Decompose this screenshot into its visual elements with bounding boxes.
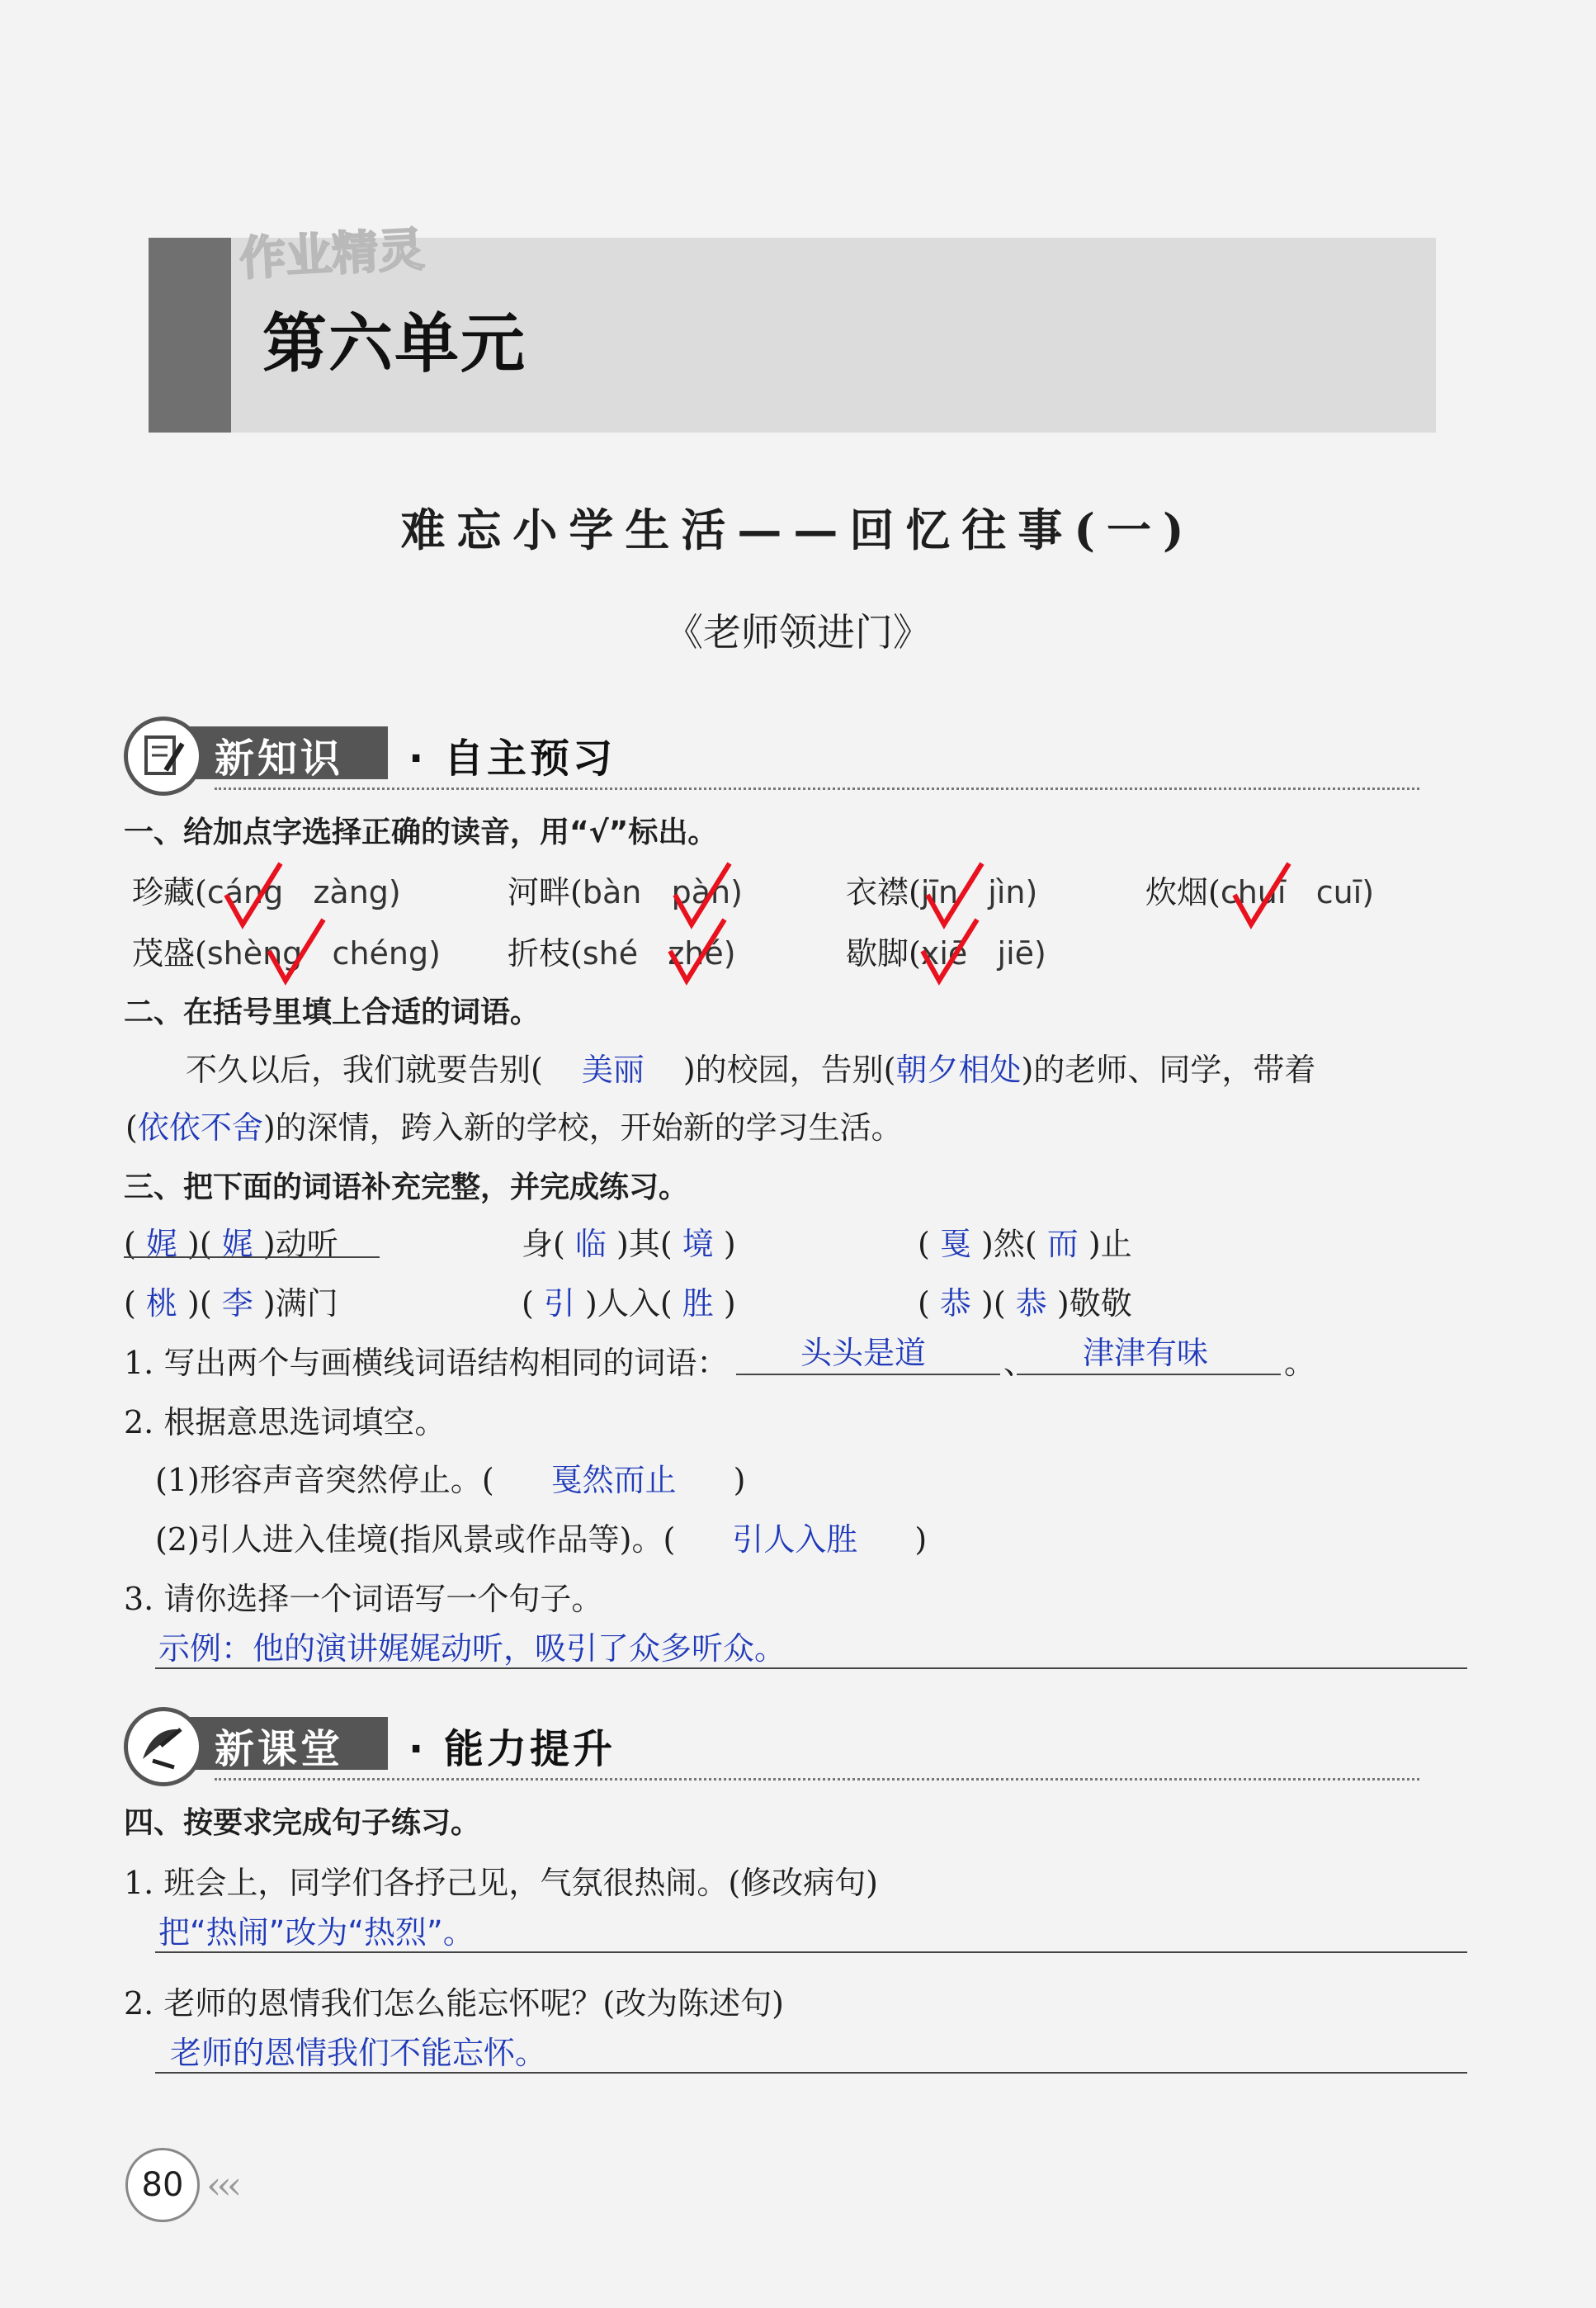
q4-answer-2: 老师的恩情我们不能忘怀。 [170, 2035, 547, 2071]
pencil-note-icon [124, 717, 203, 796]
q3-word-4: ( 桃 )( 李 )满门 [124, 1285, 338, 1322]
q3-sub1-answer-1: 头头是道 [800, 1335, 927, 1371]
q3-sub3-answer: 示例：他的演讲娓娓动听，吸引了众多听众。 [158, 1630, 786, 1667]
section-label-bold: 新课堂 [215, 1726, 344, 1772]
q1-item-4: 炊烟(chuī cuī) [1145, 874, 1375, 910]
answer-line [1017, 1374, 1281, 1375]
section-label-bold: 新知识 [215, 735, 344, 782]
section-header-practice [124, 1707, 1296, 1781]
q3-sub1-sep: 、 [1003, 1345, 1036, 1381]
underline [124, 1256, 380, 1258]
q3-sub1-text: 1. 写出两个与画横线词语结构相同的词语： [124, 1345, 729, 1381]
section-label-rest: · 能力提升 [408, 1726, 616, 1772]
q1-item-1: 珍藏(cáng zàng) [132, 874, 401, 910]
q3-word-6: ( 恭 )( 恭 )敬敬 [918, 1285, 1132, 1322]
q3-sub1-answer-2: 津津有味 [1083, 1335, 1209, 1371]
q3-word-3: ( 戛 )然( 而 )止 [918, 1226, 1132, 1262]
lesson-subtitle: 《老师领进门》 [665, 610, 931, 655]
answer-line [736, 1374, 1000, 1375]
triple-chevron-icon: ‹‹‹ [206, 2163, 238, 2207]
page-number: 80 [125, 2148, 200, 2222]
section-label-rest: · 自主预习 [408, 735, 616, 782]
q1-item-5: 茂盛(shèng chéng) [132, 935, 441, 972]
q1-item-2: 河畔(bàn pàn) [508, 874, 743, 910]
q3-sub2-text: 2. 根据意思选词填空。 [124, 1404, 446, 1440]
lesson-title: 难忘小学生活——回忆往事(一) [400, 504, 1196, 556]
q3-sub2-2: (2)引人进入佳境(指风景或作品等)。( 引人入胜 ) [155, 1521, 928, 1558]
satellite-dish-icon [124, 1707, 203, 1786]
check-mark-icon [918, 915, 984, 989]
answer-line [155, 2072, 1467, 2074]
q3-word-1: ( 娓 )( 娓 )动听 [124, 1226, 338, 1262]
q2-prompt: 二、在括号里填上合适的词语。 [124, 996, 541, 1029]
q1-item-3: 衣襟(jīn jìn) [846, 874, 1038, 910]
banner-dark-block [149, 238, 231, 433]
q1-item-6: 折枝(shé zhé) [508, 935, 736, 972]
q3-prompt: 三、把下面的词语补充完整，并完成练习。 [124, 1171, 689, 1204]
section-header-preview [124, 717, 1296, 791]
answer-line [155, 1667, 1467, 1669]
q4-prompt: 四、按要求完成句子练习。 [124, 1806, 481, 1840]
check-mark-icon [1230, 858, 1296, 933]
check-mark-icon [665, 915, 731, 989]
check-mark-icon [264, 915, 330, 989]
answer-line [155, 1951, 1467, 1953]
q4-item-1: 1. 班会上，同学们各抒己见，气氛很热闹。(修改病句) [124, 1865, 878, 1901]
q4-answer-1: 把“热闹”改为“热烈”。 [158, 1914, 475, 1951]
q3-sub2-1: (1)形容声音突然停止。( 戛然而止 ) [155, 1462, 746, 1498]
q1-item-7: 歇脚(xiē jiē) [846, 935, 1046, 972]
q2-line-2: (依依不舍)的深情，跨入新的学校，开始新的学习生活。 [125, 1109, 903, 1146]
q3-sub1-end: 。 [1284, 1345, 1316, 1381]
q3-sub3-text: 3. 请你选择一个词语写一个句子。 [124, 1581, 603, 1617]
q2-line-1: 不久以后，我们就要告别( 美丽 )的校园，告别(朝夕相处)的老师、同学，带着 [186, 1052, 1316, 1088]
q1-prompt: 一、给加点字选择正确的读音，用“√”标出。 [124, 816, 718, 849]
unit-title: 第六单元 [262, 306, 527, 381]
dotted-divider [215, 1778, 1419, 1781]
q4-item-2: 2. 老师的恩情我们怎么能忘怀呢？(改为陈述句) [124, 1985, 784, 2022]
dotted-divider [215, 787, 1419, 790]
watermark: 作业精灵 [238, 223, 426, 286]
q3-word-2: 身( 临 )其( 境 ) [522, 1226, 736, 1262]
unit-banner [149, 223, 1436, 433]
q3-word-5: ( 引 )人入( 胜 ) [522, 1285, 736, 1322]
